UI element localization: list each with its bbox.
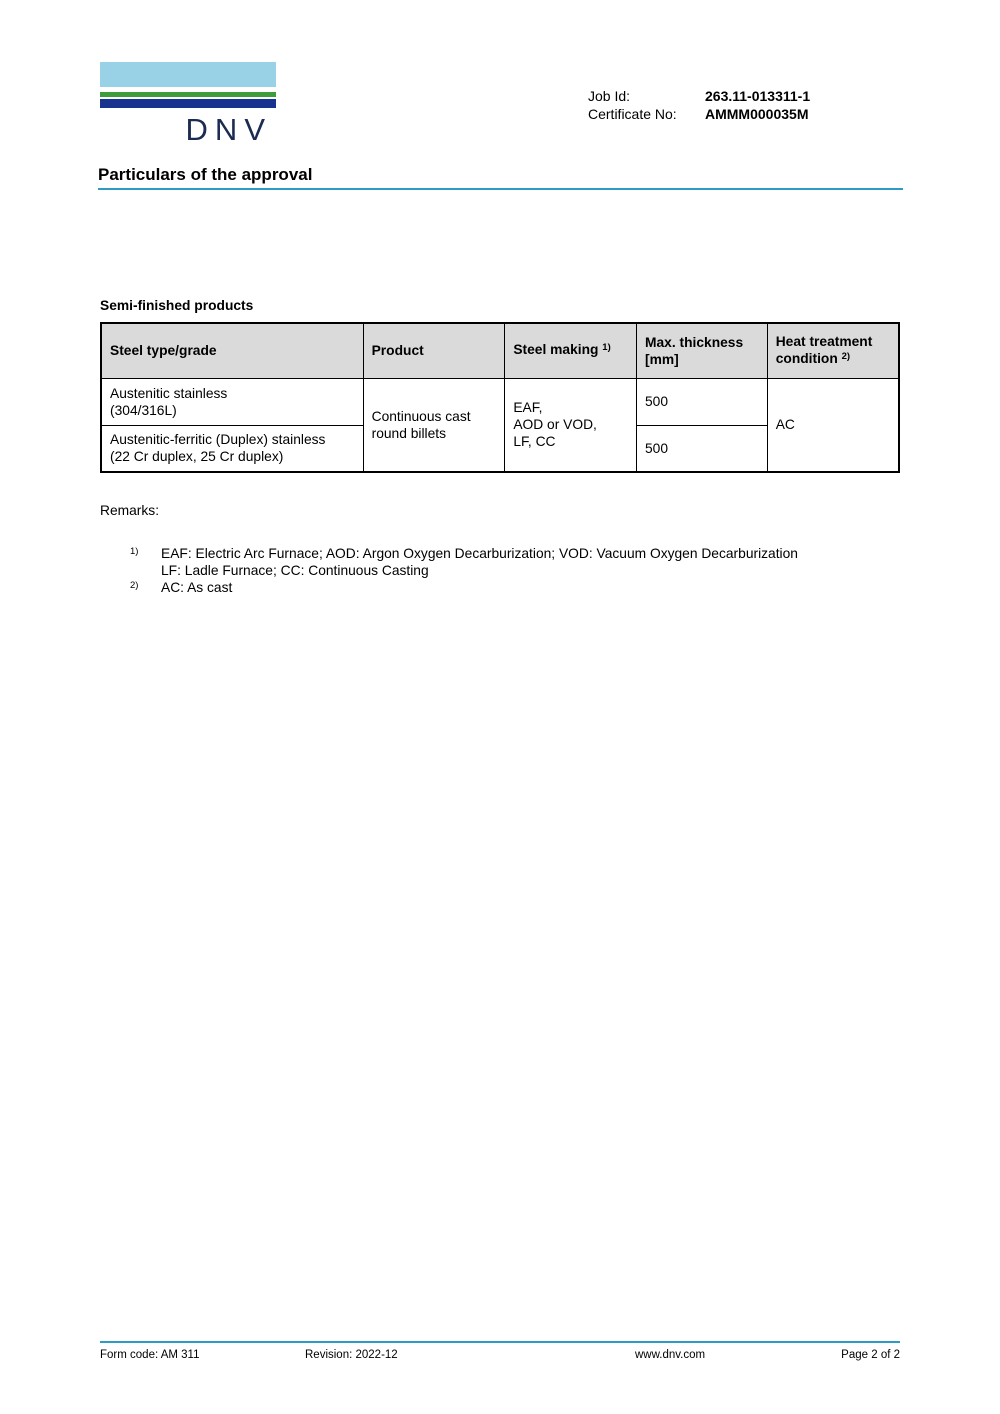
cell-steel-type-row1-line1: Austenitic stainless	[110, 385, 228, 401]
dnv-logo	[100, 62, 276, 145]
footnote-ref-1: 1)	[602, 342, 611, 354]
remarks-section	[100, 502, 900, 596]
cell-max-thickness-row1: 500	[636, 378, 767, 425]
cell-steel-making-line1: EAF,	[513, 400, 543, 416]
certificate-no-row	[588, 105, 810, 123]
footer-revision: Revision: 2022-12	[305, 1349, 398, 1361]
cell-product-line1: Continuous cast	[371, 408, 471, 424]
footnote-2-text	[161, 579, 232, 596]
footer-form-code: Form code: AM 311	[100, 1349, 200, 1361]
cell-steel-making-line3: LF, CC	[513, 434, 556, 450]
cell-heat-treatment: AC	[767, 378, 899, 472]
column-header-max-thickness-line1: Max. thickness	[644, 334, 744, 350]
remarks-label: Remarks:	[100, 503, 160, 518]
job-id-label: Job Id:	[588, 88, 631, 104]
job-id-row	[588, 87, 810, 105]
column-header-max-thickness-line2: [mm]	[644, 351, 679, 367]
job-id-value: 263.11-013311-1	[705, 88, 811, 104]
cell-product-line2: round billets	[371, 425, 447, 441]
footnotes	[100, 545, 900, 596]
footnote-2-line1: AC: As cast	[161, 580, 233, 595]
footnote-2	[100, 579, 900, 596]
cell-steel-type-row1	[101, 378, 363, 425]
cell-steel-type-row2-line2: (22 Cr duplex, 25 Cr duplex)	[110, 449, 284, 465]
column-header-max-thickness	[636, 323, 767, 378]
table-row	[101, 378, 899, 425]
footnote-1-marker: 1)	[130, 546, 139, 557]
cell-max-thickness-row2: 500	[636, 425, 767, 472]
cell-steel-type-row1-line2: (304/316L)	[110, 402, 177, 418]
page-footer	[100, 1341, 900, 1363]
footnote-ref-2: 2)	[841, 350, 851, 362]
column-header-heat-treatment	[767, 323, 899, 378]
products-table	[100, 322, 900, 473]
certificate-no-value: AMMM000035M	[705, 106, 809, 122]
footer-website: www.dnv.com	[635, 1349, 706, 1361]
cell-steel-type-row2	[101, 425, 363, 472]
logo-bar-light-blue	[100, 62, 276, 87]
column-header-heat-treatment-line2	[776, 350, 890, 369]
footnote-2-marker: 2)	[130, 580, 139, 591]
page-title: Particulars of the approval	[98, 165, 313, 184]
section-heading: Semi-finished products	[100, 298, 254, 313]
column-header-steel-type-label: Steel type/grade	[110, 343, 217, 359]
footnote-1-line1: EAF: Electric Arc Furnace; AOD: Argon Oxygen Decarburization; VOD: Vacuum Oxygen Decarburization	[161, 546, 798, 561]
logo-bar-dark-blue	[100, 99, 276, 108]
footnote-1-line2: LF: Ladle Furnace; CC: Continuous Casting	[161, 563, 429, 578]
column-header-steel-making	[505, 323, 637, 378]
column-header-product	[363, 323, 505, 378]
column-header-steel-making-label: Steel making	[513, 342, 599, 358]
logo-wordmark: DNV	[185, 112, 272, 147]
column-header-heat-treatment-line1: Heat treatment	[775, 333, 873, 349]
cell-steel-type-row2-line1: Austenitic-ferritic (Duplex) stainless	[110, 432, 326, 448]
logo-bar-green	[100, 92, 276, 97]
table-header-row	[101, 323, 899, 378]
header-meta	[588, 87, 810, 123]
title-block	[98, 166, 903, 190]
column-header-steel-type	[101, 323, 363, 378]
footnote-1-text	[161, 545, 798, 579]
main-content	[100, 298, 900, 596]
column-header-product-label: Product	[371, 343, 424, 359]
cell-steel-making-line2: AOD or VOD,	[513, 417, 597, 433]
cell-product	[363, 378, 505, 472]
cell-steel-making	[505, 378, 637, 472]
footer-page-number: Page 2 of 2	[841, 1349, 900, 1361]
column-header-heat-treatment-condition: condition	[775, 350, 838, 366]
footnote-1	[100, 545, 900, 579]
certificate-no-label: Certificate No:	[588, 106, 677, 122]
